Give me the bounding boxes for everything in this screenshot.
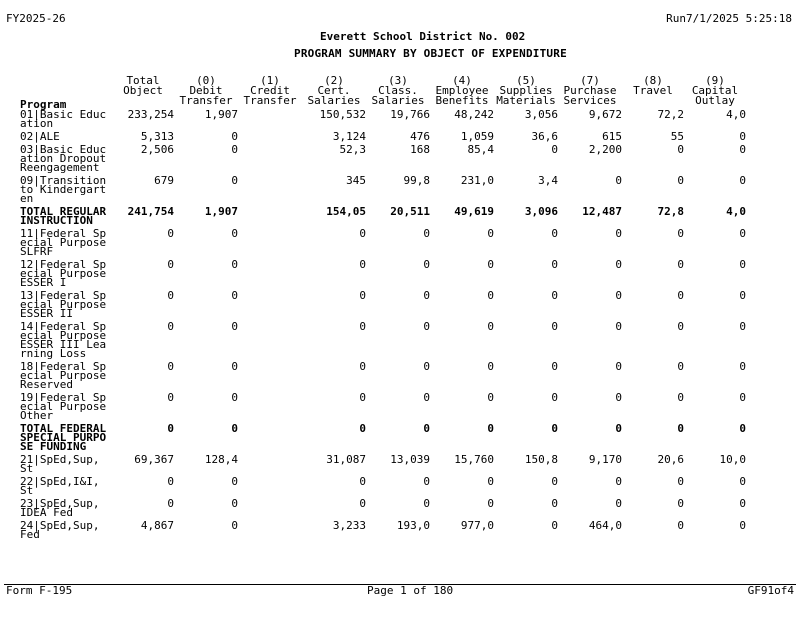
amount-cell [238, 291, 302, 322]
column-header-code: (4) [452, 76, 472, 87]
amount-cell: 0 [677, 176, 684, 187]
amount-cell: 0 [739, 145, 746, 156]
form-number: Form F-195 [6, 584, 73, 597]
column-header [302, 76, 366, 110]
program-name: 18|Federal Special Purpose Reserved [20, 362, 107, 391]
column-header-code: (2) [324, 76, 344, 87]
amount-cell: 10,0 [719, 455, 746, 466]
column-header-label2: Transfer [179, 94, 233, 107]
program-name: 23|SpEd,Sup, IDEA Fed [20, 499, 100, 519]
amount-cell: 0 [739, 260, 746, 271]
amount-cell: 0 [487, 499, 494, 510]
table-row [20, 499, 746, 521]
amount-cell: 0 [231, 393, 238, 404]
column-header-code: (9) [705, 76, 725, 87]
amount-cell: 1,907 [204, 110, 238, 121]
amount-cell: 0 [677, 499, 684, 510]
amount-cell [238, 132, 302, 145]
sheet-id: GF91of4 [747, 584, 794, 597]
column-header-code: (5) [516, 76, 536, 87]
table-row [20, 362, 746, 393]
amount-cell [238, 110, 302, 132]
amount-cell: 0 [231, 260, 238, 271]
column-header-label2: Benefits [435, 94, 489, 107]
amount-cell: 0 [739, 291, 746, 302]
amount-cell: 0 [615, 322, 622, 333]
column-header-label1: Supplies [499, 84, 553, 97]
amount-cell: 231,0 [460, 176, 494, 187]
column-header-label1: Total [126, 76, 160, 87]
column-header-label2: Salaries [307, 94, 361, 107]
amount-cell: 3,124 [332, 132, 366, 143]
amount-cell: 0 [167, 260, 174, 271]
amount-cell: 241,754 [127, 207, 174, 218]
amount-cell: 0 [677, 424, 684, 435]
column-header-code: (8) [643, 76, 663, 87]
amount-cell: 2,506 [140, 145, 174, 156]
table-row [20, 110, 746, 132]
amount-cell: 5,313 [140, 132, 174, 143]
amount-cell: 52,3 [339, 145, 366, 156]
amount-cell [238, 176, 302, 207]
table-header [20, 76, 746, 110]
amount-cell: 72,2 [657, 110, 684, 121]
amount-cell: 0 [487, 477, 494, 488]
amount-cell: 0 [739, 499, 746, 510]
amount-cell: 0 [359, 322, 366, 333]
column-header-code: (0) [196, 76, 216, 87]
amount-cell: 0 [487, 362, 494, 373]
amount-cell: 12,487 [582, 207, 622, 218]
column-header-label2: Salaries [371, 94, 425, 107]
program-name: TOTAL FEDERAL SPECIAL PURPOSE FUNDING [20, 424, 107, 453]
amount-cell: 0 [739, 132, 746, 143]
amount-cell: 49,619 [454, 207, 494, 218]
amount-cell: 0 [231, 322, 238, 333]
amount-cell: 0 [231, 499, 238, 510]
amount-cell: 0 [359, 291, 366, 302]
amount-cell: 0 [423, 499, 430, 510]
column-header-code: (3) [388, 76, 408, 87]
amount-cell: 0 [423, 477, 430, 488]
amount-cell: 0 [487, 424, 494, 435]
amount-cell [238, 229, 302, 260]
amount-cell: 0 [615, 477, 622, 488]
amount-cell: 99,8 [403, 176, 430, 187]
program-column-header: Program [20, 98, 67, 110]
amount-cell: 168 [410, 145, 430, 156]
amount-cell: 0 [231, 521, 238, 532]
column-header [558, 76, 622, 110]
amount-cell: 0 [231, 362, 238, 373]
amount-cell [238, 207, 302, 229]
column-header-label1: Employee [435, 84, 489, 97]
amount-cell: 0 [423, 229, 430, 240]
amount-cell: 4,0 [726, 110, 746, 121]
amount-cell [238, 455, 302, 477]
page-number: Page 1 of 180 [367, 584, 454, 597]
amount-cell: 9,672 [588, 110, 622, 121]
district-name: Everett School District No. 002 [320, 30, 526, 43]
amount-cell: 150,8 [524, 455, 558, 466]
amount-cell: 0 [739, 176, 746, 187]
amount-cell: 0 [615, 229, 622, 240]
program-name: 02|ALE [20, 132, 60, 143]
amount-cell: 0 [677, 477, 684, 488]
column-header [174, 76, 238, 110]
amount-cell: 0 [359, 424, 366, 435]
amount-cell: 0 [167, 229, 174, 240]
amount-cell: 0 [359, 229, 366, 240]
total-row [20, 207, 746, 229]
column-header-label1: Capital [691, 84, 739, 97]
column-header [112, 76, 174, 110]
amount-cell [238, 499, 302, 521]
amount-cell: 0 [615, 499, 622, 510]
expenditure-table [20, 76, 746, 543]
amount-cell: 0 [423, 291, 430, 302]
total-row [20, 424, 746, 455]
program-name: 13|Federal Special Purpose ESSER II [20, 291, 107, 320]
amount-cell: 0 [551, 322, 558, 333]
table-row [20, 176, 746, 207]
table-body [20, 110, 746, 543]
column-header-label1: Debit [189, 84, 223, 97]
amount-cell: 0 [167, 499, 174, 510]
amount-cell: 977,0 [460, 521, 494, 532]
amount-cell: 0 [551, 229, 558, 240]
program-name: 01|Basic Education [20, 110, 107, 130]
amount-cell: 0 [739, 521, 746, 532]
amount-cell: 0 [615, 393, 622, 404]
table-row [20, 260, 746, 291]
column-header-label1: Purchase [563, 84, 617, 97]
column-header-label2: Services [563, 94, 617, 107]
program-name: 14|Federal Special Purpose ESSER III Learning Loss [20, 322, 107, 360]
amount-cell: 55 [670, 132, 684, 143]
table-row [20, 145, 746, 176]
table-row [20, 291, 746, 322]
amount-cell: 31,087 [326, 455, 366, 466]
amount-cell: 19,766 [390, 110, 430, 121]
amount-cell: 0 [167, 424, 174, 435]
amount-cell: 0 [231, 424, 238, 435]
column-header-label1: Credit [250, 84, 290, 97]
amount-cell: 0 [677, 521, 684, 532]
table-row [20, 322, 746, 362]
amount-cell: 0 [551, 393, 558, 404]
amount-cell: 193,0 [396, 521, 430, 532]
program-name: 21|SpEd,Sup, St [20, 455, 100, 475]
column-header-label1: Cert. [317, 84, 351, 97]
amount-cell: 0 [615, 362, 622, 373]
table-row [20, 229, 746, 260]
amount-cell: 0 [231, 145, 238, 156]
column-header-label2: Transfer [243, 94, 297, 107]
amount-cell: 85,4 [467, 145, 494, 156]
table-row [20, 521, 746, 543]
amount-cell: 464,0 [588, 521, 622, 532]
amount-cell: 3,096 [524, 207, 558, 218]
amount-cell: 48,242 [454, 110, 494, 121]
amount-cell: 9,170 [588, 455, 622, 466]
amount-cell: 1,059 [460, 132, 494, 143]
amount-cell: 0 [551, 145, 558, 156]
table-row [20, 132, 746, 145]
amount-cell: 0 [487, 260, 494, 271]
amount-cell: 0 [167, 291, 174, 302]
amount-cell: 0 [231, 477, 238, 488]
amount-cell: 0 [423, 322, 430, 333]
amount-cell: 0 [167, 393, 174, 404]
program-name: TOTAL REGULAR INSTRUCTION [20, 207, 107, 227]
program-name: 12|Federal Special Purpose ESSER I [20, 260, 107, 289]
amount-cell: 0 [487, 291, 494, 302]
amount-cell: 0 [677, 291, 684, 302]
amount-cell: 72,8 [657, 207, 684, 218]
amount-cell: 128,4 [204, 455, 238, 466]
program-name: 19|Federal Special Purpose Other [20, 393, 107, 422]
amount-cell: 69,367 [134, 455, 174, 466]
amount-cell: 150,532 [319, 110, 366, 121]
amount-cell [238, 145, 302, 176]
amount-cell: 15,760 [454, 455, 494, 466]
amount-cell: 2,200 [588, 145, 622, 156]
amount-cell: 0 [551, 362, 558, 373]
program-name: 24|SpEd,Sup, Fed [20, 521, 100, 541]
amount-cell [238, 424, 302, 455]
amount-cell [238, 477, 302, 499]
amount-cell: 3,4 [538, 176, 558, 187]
amount-cell [238, 393, 302, 424]
amount-cell: 0 [359, 362, 366, 373]
amount-cell: 0 [423, 424, 430, 435]
column-header-label1: Class. [378, 84, 418, 97]
amount-cell: 0 [739, 362, 746, 373]
program-name: 09|Transition to Kindergarten [20, 176, 107, 205]
amount-cell: 233,254 [127, 110, 174, 121]
report-title: PROGRAM SUMMARY BY OBJECT OF EXPENDITURE [294, 47, 567, 60]
column-header-label2: Object [123, 84, 163, 97]
amount-cell: 0 [615, 260, 622, 271]
amount-cell: 0 [739, 322, 746, 333]
column-header [494, 76, 558, 110]
amount-cell: 0 [551, 260, 558, 271]
amount-cell: 0 [739, 393, 746, 404]
column-header-label1: Travel [633, 84, 673, 97]
amount-cell: 4,867 [140, 521, 174, 532]
amount-cell: 0 [677, 362, 684, 373]
amount-cell: 0 [615, 291, 622, 302]
amount-cell: 0 [739, 477, 746, 488]
amount-cell: 0 [487, 229, 494, 240]
column-header-code: (1) [260, 76, 280, 87]
amount-cell [238, 362, 302, 393]
amount-cell: 0 [231, 176, 238, 187]
amount-cell: 0 [615, 424, 622, 435]
amount-cell: 4,0 [726, 207, 746, 218]
amount-cell [238, 260, 302, 291]
amount-cell: 0 [423, 362, 430, 373]
amount-cell: 0 [487, 322, 494, 333]
amount-cell [238, 521, 302, 543]
amount-cell: 154,05 [326, 207, 366, 218]
amount-cell: 3,233 [332, 521, 366, 532]
amount-cell: 476 [410, 132, 430, 143]
table-row [20, 477, 746, 499]
amount-cell: 0 [739, 424, 746, 435]
amount-cell: 615 [602, 132, 622, 143]
amount-cell: 0 [739, 229, 746, 240]
amount-cell: 0 [551, 291, 558, 302]
amount-cell: 0 [677, 393, 684, 404]
amount-cell: 0 [551, 499, 558, 510]
amount-cell: 0 [231, 229, 238, 240]
table-row [20, 393, 746, 424]
column-header-label2: Outlay [695, 94, 735, 107]
amount-cell: 0 [677, 260, 684, 271]
column-header [622, 76, 684, 110]
amount-cell: 0 [359, 477, 366, 488]
column-header-code: (7) [580, 76, 600, 87]
amount-cell: 20,511 [390, 207, 430, 218]
amount-cell [238, 322, 302, 362]
column-header-label2: Materials [496, 94, 556, 107]
program-name: 03|Basic Education Dropout Reengagement [20, 145, 107, 174]
amount-cell: 0 [167, 322, 174, 333]
run-date: Run7/1/2025 5:25:18 [666, 12, 792, 25]
amount-cell: 679 [154, 176, 174, 187]
table-row [20, 455, 746, 477]
amount-cell: 0 [359, 393, 366, 404]
column-header [430, 76, 494, 110]
amount-cell: 0 [677, 322, 684, 333]
amount-cell: 0 [551, 424, 558, 435]
amount-cell: 0 [359, 499, 366, 510]
amount-cell: 36,6 [531, 132, 558, 143]
amount-cell: 0 [551, 477, 558, 488]
amount-cell: 0 [231, 291, 238, 302]
amount-cell: 0 [167, 362, 174, 373]
amount-cell: 345 [346, 176, 366, 187]
amount-cell: 0 [487, 393, 494, 404]
amount-cell: 0 [551, 521, 558, 532]
amount-cell: 0 [231, 132, 238, 143]
column-header [366, 76, 430, 110]
amount-cell: 0 [359, 260, 366, 271]
amount-cell: 0 [677, 145, 684, 156]
amount-cell: 3,056 [524, 110, 558, 121]
amount-cell: 0 [167, 477, 174, 488]
amount-cell: 0 [423, 260, 430, 271]
amount-cell: 1,907 [204, 207, 238, 218]
fiscal-year: FY2025-26 [6, 12, 66, 25]
column-header [238, 76, 302, 110]
amount-cell: 20,6 [657, 455, 684, 466]
column-header [684, 76, 746, 110]
program-name: 22|SpEd,I&I, St [20, 477, 100, 497]
amount-cell: 0 [615, 176, 622, 187]
amount-cell: 0 [677, 229, 684, 240]
amount-cell: 13,039 [390, 455, 430, 466]
program-name: 11|Federal Special Purpose SLFRF [20, 229, 107, 258]
expenditure-table-container [20, 76, 800, 578]
amount-cell: 0 [423, 393, 430, 404]
